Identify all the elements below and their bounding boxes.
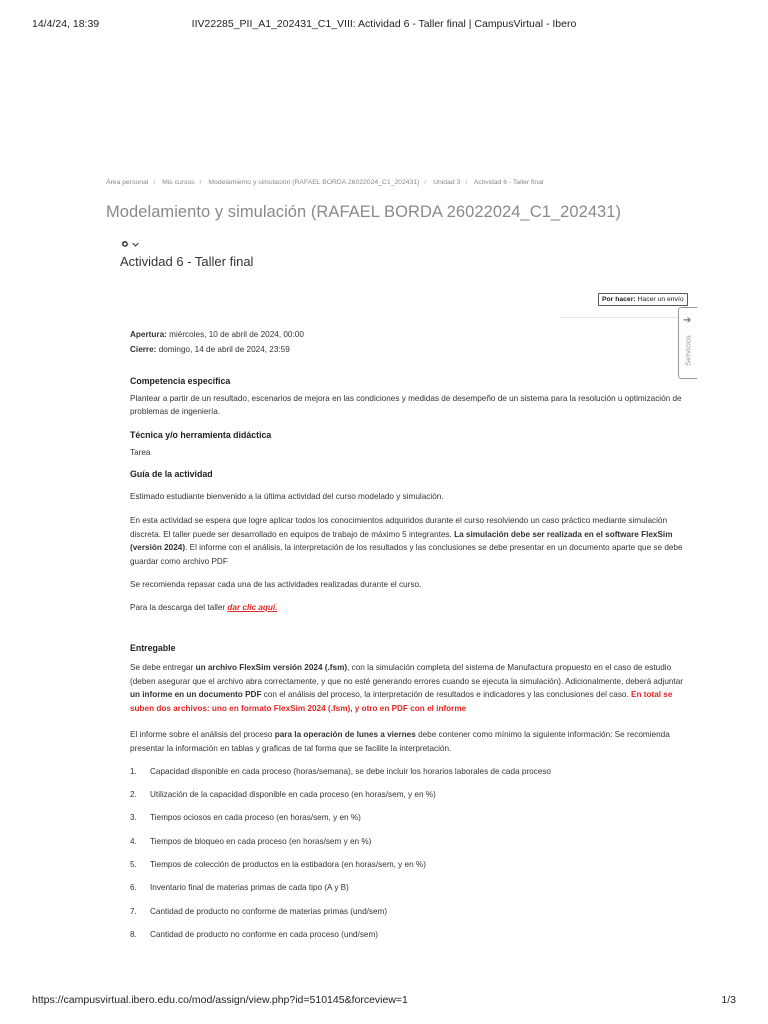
download-workshop-link[interactable]: dar clic aquí.	[227, 603, 278, 612]
course-title: Modelamiento y simulación (RAFAEL BORDA 26022024_C1_202431)	[106, 203, 622, 221]
services-drawer-toggle[interactable]	[678, 307, 697, 379]
tecnica-text: Tarea	[130, 447, 151, 457]
competencia-text: Plantear a partir de un resultado, escenarios de mejora en las condiciones y medidas de desempeño de un sistema para la resolución u optimización de problemas de ingeniería.	[130, 393, 682, 416]
print-url: https://campusvirtual.ibero.edu.co/mod/assign/view.php?id=510145&forceview=1	[32, 994, 408, 1006]
section-heading: Guía de la actividad	[130, 469, 213, 479]
section-heading: Competencia específica	[130, 376, 231, 386]
services-label: Servicios	[683, 335, 693, 366]
guia-p3: Se recomienda repasar cada una de las actividades realizadas durante el curso.	[130, 580, 422, 589]
section-heading: Entregable	[130, 643, 176, 653]
entregable-heading	[130, 642, 690, 656]
print-datetime: 14/4/24, 18:39	[32, 18, 100, 30]
breadcrumb-item-course[interactable]: Modelamiento y simulación (RAFAEL BORDA 26022024_C1_202431)	[208, 179, 420, 186]
divider	[560, 317, 678, 318]
closing-date: Cierre: domingo, 14 de abril de 2024, 23:59	[130, 344, 290, 354]
guia-p1: Estimado estudiante bienvenido a la última actividad del curso modelado y simulación.	[130, 492, 444, 501]
breadcrumb-item-activity[interactable]: Actividad 6 - Taller final	[473, 179, 544, 186]
guia-section-heading	[130, 468, 690, 482]
entregable-p2: El informe sobre el análisis del proceso para la operación de lunes a viernes debe contener como mínimo la siguiente información: Se recomienda presentar la información en tablas y graficas de tal forma que se facilite la interpretación.	[130, 730, 670, 753]
breadcrumb-item-area-personal[interactable]: Área personal	[106, 179, 149, 186]
section-heading: Técnica y/o herramienta didáctica	[130, 430, 272, 440]
status-badge	[598, 293, 688, 306]
print-page-title: IIV22285_PII_A1_202431_C1_VIII: Actividad 6 - Taller final | CampusVirtual - Ibero	[191, 18, 577, 30]
competencia-section	[130, 375, 690, 419]
breadcrumb-item-mis-cursos[interactable]: Mis cursos	[162, 179, 195, 186]
gear-icon	[121, 240, 129, 248]
breadcrumb: Área personal / Mis cursos / Modelamiento y simulación (RAFAEL BORDA 26022024_C1_202431) / Unidad 3 / Actividad 6 - Taller final	[106, 179, 544, 186]
activity-actions-menu[interactable]	[121, 240, 139, 248]
print-page-number: 1/3	[721, 994, 736, 1006]
arrow-right-icon: ➔	[683, 315, 692, 326]
guia-p4: Para la descarga del taller dar clic aquí.	[130, 603, 278, 612]
breadcrumb-item-unit[interactable]: Unidad 3	[433, 179, 461, 186]
guia-p2: En esta actividad se espera que logre aplicar todos los conocimientos adquiridos durante el curso resolviendo un caso práctico mediante simulación discreta. El taller puede ser desarrollado en equipos de trabajo de máximo 5 integrantes. La simulación debe ser realizada en el software FlexSim (versión 2024). El informe con el análisis, la interpretación de los resultados y las conclusiones se debe presentar en un documento aparte que se debe guardar como archivo PDF	[130, 516, 683, 566]
tecnica-section	[130, 429, 690, 459]
todo-value: Hacer un envío	[637, 296, 684, 303]
opening-date: Apertura: miércoles, 10 de abril de 2024, 00:00	[130, 330, 304, 339]
chevron-down-icon	[132, 242, 139, 247]
entregable-p1: Se debe entregar un archivo FlexSim versión 2024 (.fsm), con la simulación completa del sistema de Manufactura propuesto en el caso de estudio (deben asegurar que el archivo abra correctamente, y que no esté generando errores cuando se ejecuta la simulación). Adicionalmente, deberá adjuntar un informe en un documento PDF con el análisis del proceso, la interpretación de resultados e indicadores y las conclusiones del caso. En total se suben dos archivos: uno en formato FlexSim 2024 (.fsm), y otro en PDF con el informe	[130, 663, 683, 713]
activity-title: Actividad 6 - Taller final	[120, 254, 254, 269]
activity-dates	[130, 328, 304, 357]
todo-label: Por hacer:	[602, 296, 636, 303]
